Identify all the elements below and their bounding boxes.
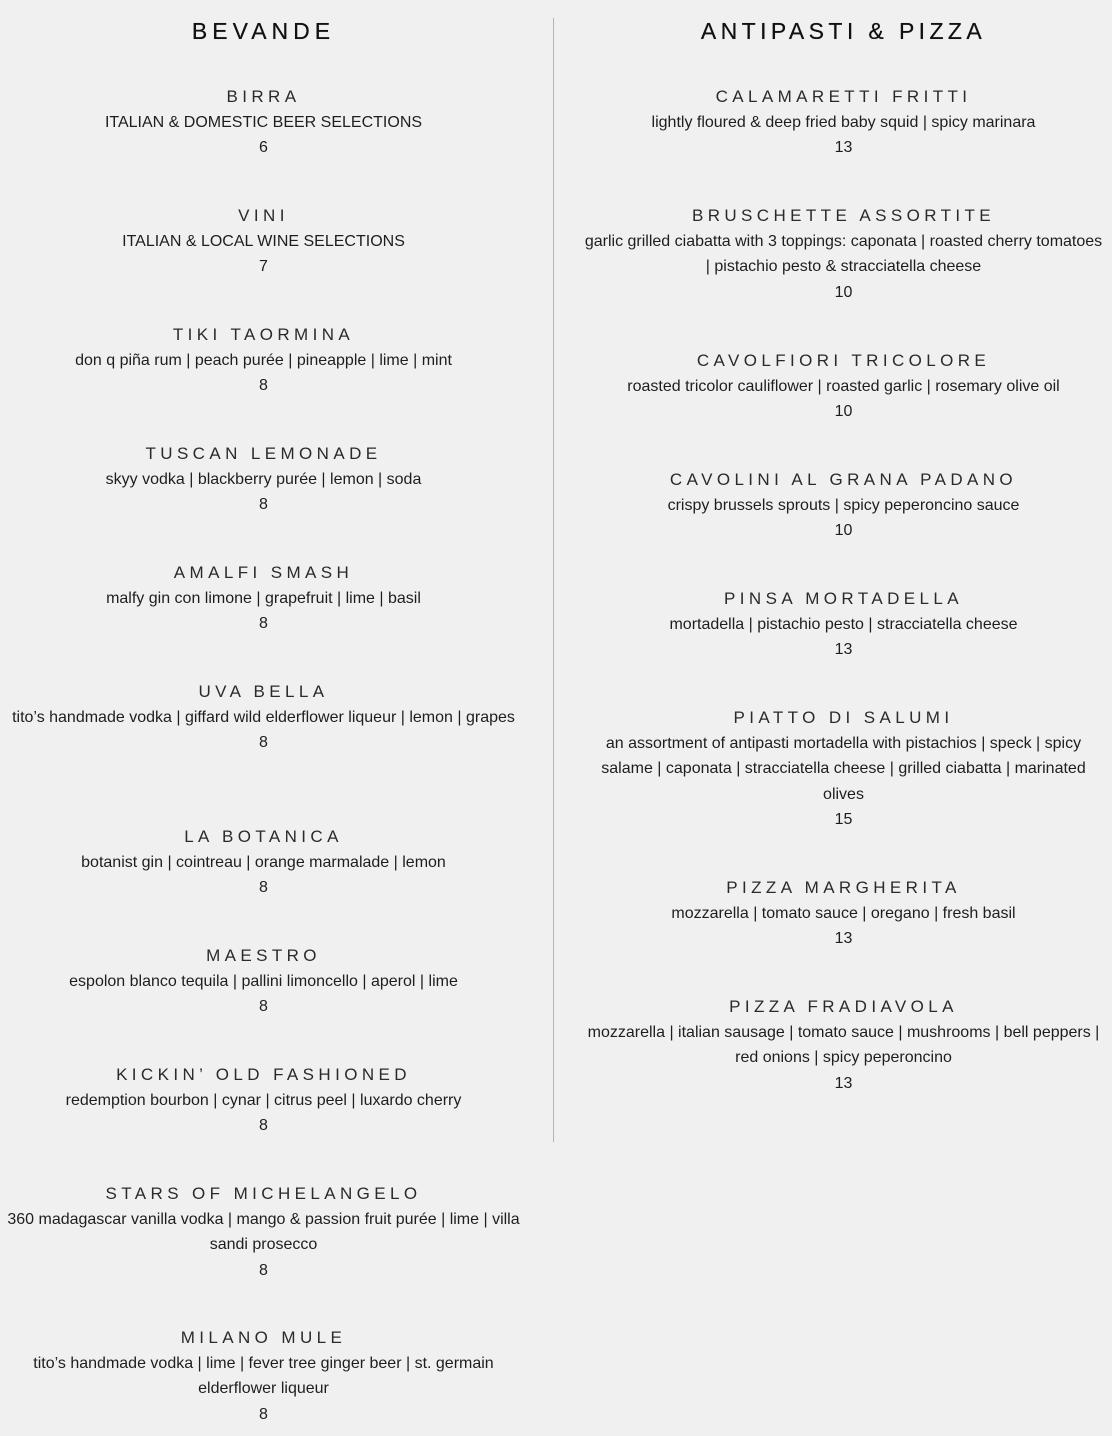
column-divider	[553, 18, 554, 1142]
item-name: PIZZA MARGHERITA	[726, 878, 961, 897]
bevande-title: BEVANDE	[191, 18, 336, 44]
item-price: 7	[259, 258, 268, 275]
item-description: don q piña rum | peach purée | pineapple | lime | mint	[75, 351, 452, 369]
item-price: 8	[259, 1405, 268, 1423]
item-price: 13	[834, 930, 853, 947]
item-description: malfy gin con limone | grapefruit | lime | basil	[106, 589, 421, 607]
item-name: BIRRA	[226, 87, 301, 106]
menu-item	[0, 1062, 527, 1139]
item-name: PIATTO DI SALUMI	[733, 708, 954, 727]
menu-item	[582, 875, 1105, 952]
item-name: LA BOTANICA	[184, 827, 343, 846]
menu-item	[0, 560, 527, 637]
item-description: garlic grilled ciabatta with 3 toppings: caponata | roasted cherry tomatoes | pistachio pesto & stracciatella cheese	[584, 232, 1103, 275]
item-name: MILANO MULE	[180, 1328, 347, 1347]
item-description: botanist gin | cointreau | orange marmalade | lemon	[81, 853, 446, 871]
menu-item	[0, 441, 527, 518]
menu-item	[582, 348, 1105, 425]
menu-item	[0, 1325, 527, 1427]
item-name: UVA BELLA	[198, 682, 329, 701]
item-price: 8	[259, 734, 268, 751]
item-price: 15	[834, 811, 853, 828]
item-name: TIKI TAORMINA	[172, 325, 355, 344]
item-price: 8	[259, 998, 268, 1015]
item-price: 8	[259, 879, 268, 896]
item-description: ITALIAN & DOMESTIC BEER SELECTIONS	[104, 113, 423, 131]
item-name: BRUSCHETTE ASSORTITE	[691, 206, 996, 225]
item-name: PINSA MORTADELLA	[724, 589, 963, 608]
item-description: ITALIAN & LOCAL WINE SELECTIONS	[122, 232, 405, 250]
item-description: roasted tricolor cauliflower | roasted garlic | rosemary olive oil	[627, 377, 1060, 395]
item-price: 10	[834, 403, 853, 420]
item-description: redemption bourbon | cynar | citrus peel | luxardo cherry	[65, 1091, 462, 1109]
item-price: 10	[834, 283, 853, 301]
menu-item	[582, 705, 1105, 833]
item-price: 13	[834, 1074, 853, 1092]
menu-item	[582, 84, 1105, 161]
item-name: VINI	[238, 206, 289, 225]
item-price: 6	[259, 139, 268, 156]
menu-item	[0, 824, 527, 901]
item-name: MAESTRO	[206, 946, 321, 965]
menu-item	[582, 586, 1105, 663]
menu-item	[582, 203, 1105, 305]
item-name: CAVOLINI AL GRANA PADANO	[669, 470, 1018, 489]
menu-item	[582, 994, 1105, 1096]
item-description: mortadella | pistachio pesto | stracciatella cheese	[669, 615, 1018, 633]
item-price: 8	[259, 1117, 268, 1134]
item-name: PIZZA FRADIAVOLA	[729, 997, 958, 1016]
item-name: CALAMARETTI FRITTI	[715, 87, 972, 106]
item-description: 360 madagascar vanilla vodka | mango & passion fruit purée | lime | villa sandi prosecco	[7, 1210, 520, 1253]
menu-item	[0, 679, 527, 756]
menu-item	[0, 943, 527, 1020]
item-price: 13	[834, 641, 853, 658]
item-name: KICKIN’ OLD FASHIONED	[116, 1065, 411, 1084]
item-description: tito’s handmade vodka | giffard wild elderflower liqueur | lemon | grapes	[12, 708, 515, 726]
item-price: 13	[834, 139, 853, 156]
item-price: 8	[259, 377, 268, 394]
item-name: STARS OF MICHELANGELO	[105, 1184, 422, 1203]
item-price: 8	[259, 1261, 268, 1279]
item-description: tito’s handmade vodka | lime | fever tree ginger beer | st. germain elderflower liqueur	[33, 1354, 494, 1397]
item-name: AMALFI SMASH	[173, 563, 354, 582]
item-price: 8	[259, 615, 268, 632]
item-name: CAVOLFIORI TRICOLORE	[696, 351, 991, 370]
item-name: TUSCAN LEMONADE	[145, 444, 382, 463]
item-description: espolon blanco tequila | pallini limoncello | aperol | lime	[69, 972, 458, 990]
item-price: 10	[834, 522, 853, 539]
item-price: 8	[259, 496, 268, 513]
item-description: lightly floured & deep fried baby squid | spicy marinara	[651, 113, 1036, 131]
item-description: an assortment of antipasti mortadella with pistachios | speck | spicy salame | caponata | stracciatella cheese | grilled ciabatta | marinated olives	[601, 734, 1086, 803]
item-description: mozzarella | tomato sauce | oregano | fresh basil	[671, 904, 1016, 922]
menu-item	[0, 1181, 527, 1283]
item-description: mozzarella | italian sausage | tomato sauce | mushrooms | bell peppers | red onions | spicy peperoncino	[587, 1023, 1100, 1066]
menu-item	[0, 84, 527, 161]
menu-item	[0, 322, 527, 399]
menu-item	[0, 203, 527, 280]
antipasti-title: ANTIPASTI & PIZZA	[700, 18, 987, 44]
menu-item	[582, 467, 1105, 544]
item-description: skyy vodka | blackberry purée | lemon | soda	[105, 470, 422, 488]
item-description: crispy brussels sprouts | spicy peperoncino sauce	[667, 496, 1020, 514]
